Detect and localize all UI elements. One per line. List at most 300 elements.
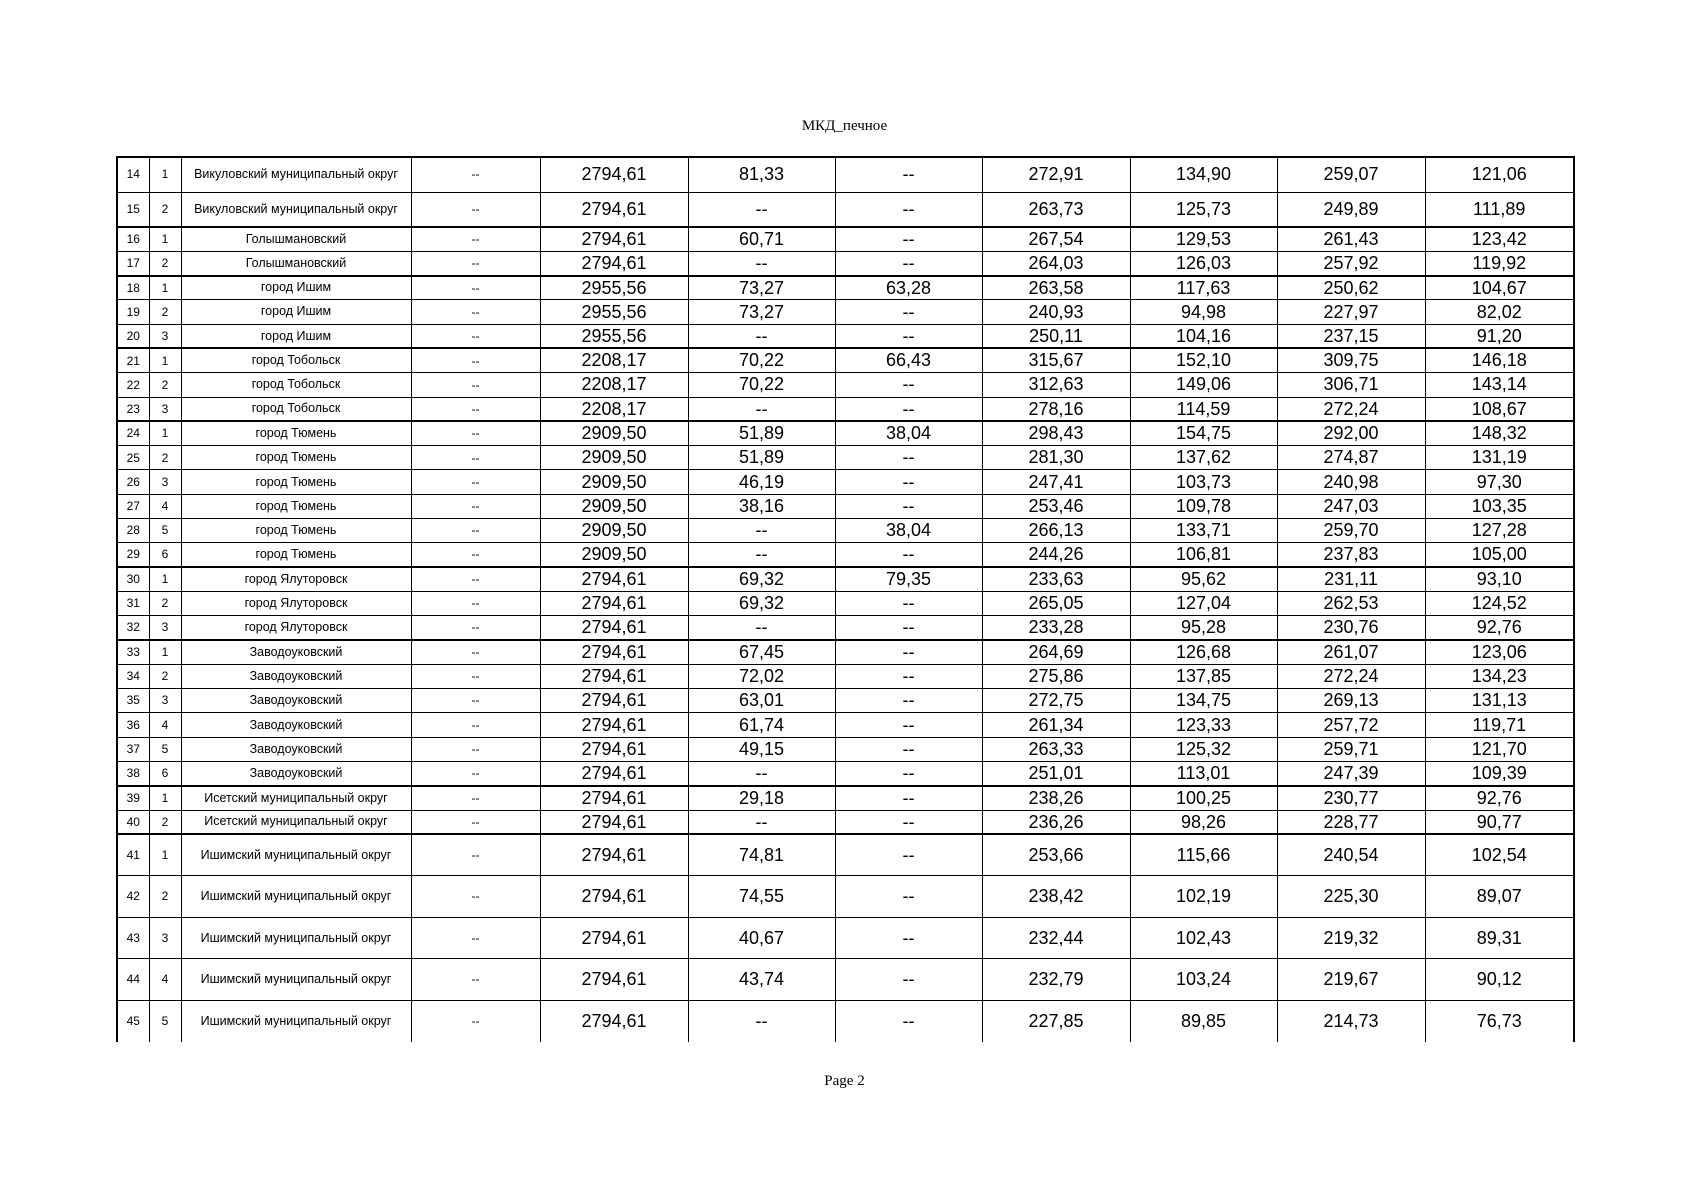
value-col-1: 2794,61 (540, 737, 688, 761)
value-col-5: 125,73 (1130, 192, 1277, 227)
value-col-2: 72,02 (688, 664, 835, 688)
value-col-5: 134,75 (1130, 689, 1277, 713)
value-col-5: 89,85 (1130, 1000, 1277, 1042)
dash-col: -- (411, 543, 540, 567)
district-name: город Ишим (181, 300, 411, 324)
dash-col: -- (411, 494, 540, 518)
value-col-2: 63,01 (688, 689, 835, 713)
value-col-7: 90,77 (1425, 810, 1574, 834)
value-col-5: 103,73 (1130, 470, 1277, 494)
value-col-4: 278,16 (982, 397, 1130, 421)
tariff-table (116, 156, 1575, 1042)
value-col-2: -- (688, 397, 835, 421)
value-col-3: -- (835, 616, 982, 640)
value-col-2: 70,22 (688, 348, 835, 372)
value-col-5: 117,63 (1130, 276, 1277, 300)
value-col-2: 60,71 (688, 227, 835, 251)
value-col-2: -- (688, 616, 835, 640)
sub-number: 4 (149, 494, 181, 518)
value-col-1: 2909,50 (540, 446, 688, 470)
dash-col: -- (411, 762, 540, 786)
district-name: Ишимский муниципальный округ (181, 1000, 411, 1042)
value-col-2: 81,33 (688, 157, 835, 192)
district-name: город Ялуторовск (181, 567, 411, 591)
value-col-3: -- (835, 834, 982, 876)
value-col-2: -- (688, 762, 835, 786)
dash-col: -- (411, 810, 540, 834)
value-col-6: 219,67 (1277, 959, 1425, 1001)
table-row (117, 543, 1574, 567)
value-col-5: 152,10 (1130, 348, 1277, 372)
value-col-6: 237,15 (1277, 324, 1425, 348)
dash-col: -- (411, 397, 540, 421)
value-col-1: 2909,50 (540, 421, 688, 445)
sub-number: 2 (149, 251, 181, 275)
value-col-7: 123,06 (1425, 640, 1574, 664)
row-number: 41 (117, 834, 149, 876)
value-col-1: 2208,17 (540, 373, 688, 397)
value-col-1: 2794,61 (540, 640, 688, 664)
value-col-5: 98,26 (1130, 810, 1277, 834)
value-col-2: -- (688, 251, 835, 275)
sub-number: 1 (149, 786, 181, 810)
sub-number: 3 (149, 616, 181, 640)
value-col-2: 49,15 (688, 737, 835, 761)
district-name: Голышмановский (181, 227, 411, 251)
value-col-3: -- (835, 300, 982, 324)
value-col-4: 232,79 (982, 959, 1130, 1001)
value-col-5: 94,98 (1130, 300, 1277, 324)
sub-number: 3 (149, 397, 181, 421)
dash-col: -- (411, 446, 540, 470)
value-col-7: 97,30 (1425, 470, 1574, 494)
table-row (117, 348, 1574, 372)
value-col-3: -- (835, 737, 982, 761)
value-col-1: 2794,61 (540, 786, 688, 810)
value-col-6: 227,97 (1277, 300, 1425, 324)
row-number: 25 (117, 446, 149, 470)
district-name: Викуловский муниципальный округ (181, 157, 411, 192)
dash-col: -- (411, 616, 540, 640)
district-name: город Ялуторовск (181, 616, 411, 640)
value-col-4: 275,86 (982, 664, 1130, 688)
value-col-4: 250,11 (982, 324, 1130, 348)
value-col-1: 2955,56 (540, 300, 688, 324)
value-col-5: 123,33 (1130, 713, 1277, 737)
value-col-1: 2794,61 (540, 157, 688, 192)
dash-col: -- (411, 786, 540, 810)
value-col-7: 82,02 (1425, 300, 1574, 324)
value-col-6: 262,53 (1277, 591, 1425, 615)
value-col-5: 129,53 (1130, 227, 1277, 251)
value-col-2: 73,27 (688, 276, 835, 300)
value-col-5: 127,04 (1130, 591, 1277, 615)
value-col-5: 149,06 (1130, 373, 1277, 397)
value-col-6: 240,98 (1277, 470, 1425, 494)
value-col-4: 236,26 (982, 810, 1130, 834)
dash-col: -- (411, 421, 540, 445)
row-number: 37 (117, 737, 149, 761)
value-col-7: 102,54 (1425, 834, 1574, 876)
value-col-6: 272,24 (1277, 664, 1425, 688)
value-col-7: 91,20 (1425, 324, 1574, 348)
sub-number: 2 (149, 876, 181, 918)
row-number: 35 (117, 689, 149, 713)
value-col-7: 103,35 (1425, 494, 1574, 518)
value-col-2: 67,45 (688, 640, 835, 664)
table-row (117, 470, 1574, 494)
value-col-7: 92,76 (1425, 616, 1574, 640)
value-col-4: 315,67 (982, 348, 1130, 372)
district-name: Заводоуковский (181, 762, 411, 786)
sub-number: 1 (149, 640, 181, 664)
value-col-7: 121,06 (1425, 157, 1574, 192)
sub-number: 3 (149, 917, 181, 959)
value-col-2: 29,18 (688, 786, 835, 810)
table-row (117, 519, 1574, 543)
dash-col: -- (411, 470, 540, 494)
value-col-6: 259,71 (1277, 737, 1425, 761)
sub-number: 5 (149, 519, 181, 543)
page-footer: Page 2 (824, 1073, 865, 1089)
value-col-3: 79,35 (835, 567, 982, 591)
dash-col: -- (411, 227, 540, 251)
value-col-3: -- (835, 543, 982, 567)
value-col-5: 137,85 (1130, 664, 1277, 688)
value-col-1: 2909,50 (540, 470, 688, 494)
district-name: город Ялуторовск (181, 591, 411, 615)
value-col-1: 2208,17 (540, 348, 688, 372)
value-col-2: 73,27 (688, 300, 835, 324)
dash-col: -- (411, 689, 540, 713)
dash-col: -- (411, 1000, 540, 1042)
value-col-5: 106,81 (1130, 543, 1277, 567)
dash-col: -- (411, 251, 540, 275)
value-col-6: 257,92 (1277, 251, 1425, 275)
table-row (117, 324, 1574, 348)
sub-number: 2 (149, 373, 181, 397)
district-name: Исетский муниципальный округ (181, 786, 411, 810)
table-row (117, 762, 1574, 786)
table-row (117, 616, 1574, 640)
table-row (117, 917, 1574, 959)
value-col-3: 38,04 (835, 519, 982, 543)
district-name: город Тюмень (181, 519, 411, 543)
table-row (117, 227, 1574, 251)
value-col-4: 263,58 (982, 276, 1130, 300)
value-col-4: 265,05 (982, 591, 1130, 615)
value-col-4: 251,01 (982, 762, 1130, 786)
value-col-1: 2794,61 (540, 876, 688, 918)
value-col-3: -- (835, 810, 982, 834)
value-col-5: 103,24 (1130, 959, 1277, 1001)
sub-number: 6 (149, 543, 181, 567)
table-row (117, 373, 1574, 397)
value-col-2: -- (688, 519, 835, 543)
value-col-3: -- (835, 762, 982, 786)
value-col-6: 250,62 (1277, 276, 1425, 300)
row-number: 33 (117, 640, 149, 664)
value-col-7: 134,23 (1425, 664, 1574, 688)
table-body (117, 157, 1574, 1042)
value-col-4: 233,63 (982, 567, 1130, 591)
value-col-6: 230,77 (1277, 786, 1425, 810)
row-number: 45 (117, 1000, 149, 1042)
value-col-6: 228,77 (1277, 810, 1425, 834)
district-name: Заводоуковский (181, 664, 411, 688)
value-col-7: 119,92 (1425, 251, 1574, 275)
value-col-6: 269,13 (1277, 689, 1425, 713)
table-row (117, 713, 1574, 737)
row-number: 29 (117, 543, 149, 567)
dash-col: -- (411, 300, 540, 324)
value-col-6: 261,07 (1277, 640, 1425, 664)
row-number: 38 (117, 762, 149, 786)
value-col-4: 253,66 (982, 834, 1130, 876)
value-col-1: 2955,56 (540, 276, 688, 300)
row-number: 42 (117, 876, 149, 918)
value-col-5: 102,43 (1130, 917, 1277, 959)
value-col-6: 306,71 (1277, 373, 1425, 397)
row-number: 40 (117, 810, 149, 834)
value-col-3: 63,28 (835, 276, 982, 300)
district-name: Заводоуковский (181, 737, 411, 761)
value-col-3: -- (835, 876, 982, 918)
row-number: 19 (117, 300, 149, 324)
value-col-3: -- (835, 373, 982, 397)
value-col-2: 69,32 (688, 591, 835, 615)
dash-col: -- (411, 348, 540, 372)
value-col-6: 240,54 (1277, 834, 1425, 876)
value-col-5: 134,90 (1130, 157, 1277, 192)
sub-number: 2 (149, 810, 181, 834)
value-col-3: -- (835, 446, 982, 470)
value-col-4: 238,26 (982, 786, 1130, 810)
dash-col: -- (411, 157, 540, 192)
value-col-7: 143,14 (1425, 373, 1574, 397)
value-col-2: -- (688, 192, 835, 227)
value-col-3: -- (835, 591, 982, 615)
value-col-1: 2909,50 (540, 494, 688, 518)
sub-number: 4 (149, 959, 181, 1001)
value-col-7: 148,32 (1425, 421, 1574, 445)
dash-col: -- (411, 917, 540, 959)
dash-col: -- (411, 324, 540, 348)
value-col-3: -- (835, 640, 982, 664)
value-col-2: 69,32 (688, 567, 835, 591)
district-name: Заводоуковский (181, 689, 411, 713)
value-col-4: 263,33 (982, 737, 1130, 761)
value-col-1: 2794,61 (540, 227, 688, 251)
row-number: 28 (117, 519, 149, 543)
table-row (117, 421, 1574, 445)
table-row (117, 446, 1574, 470)
value-col-1: 2794,61 (540, 616, 688, 640)
table-row (117, 737, 1574, 761)
value-col-1: 2794,61 (540, 834, 688, 876)
sub-number: 2 (149, 300, 181, 324)
value-col-4: 240,93 (982, 300, 1130, 324)
table-row (117, 591, 1574, 615)
value-col-5: 95,62 (1130, 567, 1277, 591)
table-row (117, 192, 1574, 227)
value-col-1: 2794,61 (540, 959, 688, 1001)
sub-number: 1 (149, 567, 181, 591)
value-col-1: 2794,61 (540, 664, 688, 688)
value-col-1: 2955,56 (540, 324, 688, 348)
sub-number: 1 (149, 348, 181, 372)
district-name: город Тобольск (181, 397, 411, 421)
row-number: 14 (117, 157, 149, 192)
table-row (117, 251, 1574, 275)
value-col-5: 125,32 (1130, 737, 1277, 761)
value-col-7: 76,73 (1425, 1000, 1574, 1042)
district-name: город Тюмень (181, 446, 411, 470)
value-col-1: 2794,61 (540, 591, 688, 615)
value-col-6: 309,75 (1277, 348, 1425, 372)
value-col-7: 93,10 (1425, 567, 1574, 591)
value-col-1: 2794,61 (540, 689, 688, 713)
value-col-4: 263,73 (982, 192, 1130, 227)
value-col-3: -- (835, 689, 982, 713)
value-col-5: 154,75 (1130, 421, 1277, 445)
dash-col: -- (411, 737, 540, 761)
district-name: город Тюмень (181, 470, 411, 494)
row-number: 31 (117, 591, 149, 615)
dash-col: -- (411, 834, 540, 876)
value-col-7: 123,42 (1425, 227, 1574, 251)
district-name: город Тобольск (181, 348, 411, 372)
value-col-2: 51,89 (688, 446, 835, 470)
value-col-5: 113,01 (1130, 762, 1277, 786)
value-col-6: 219,32 (1277, 917, 1425, 959)
district-name: Заводоуковский (181, 713, 411, 737)
sub-number: 2 (149, 591, 181, 615)
sub-number: 2 (149, 664, 181, 688)
table-row (117, 494, 1574, 518)
dash-col: -- (411, 373, 540, 397)
sub-number: 1 (149, 227, 181, 251)
sub-number: 3 (149, 470, 181, 494)
value-col-2: 51,89 (688, 421, 835, 445)
value-col-6: 274,87 (1277, 446, 1425, 470)
dash-col: -- (411, 276, 540, 300)
dash-col: -- (411, 591, 540, 615)
value-col-6: 272,24 (1277, 397, 1425, 421)
value-col-6: 249,89 (1277, 192, 1425, 227)
row-number: 20 (117, 324, 149, 348)
row-number: 32 (117, 616, 149, 640)
value-col-6: 214,73 (1277, 1000, 1425, 1042)
value-col-4: 238,42 (982, 876, 1130, 918)
value-col-2: -- (688, 1000, 835, 1042)
district-name: Ишимский муниципальный округ (181, 876, 411, 918)
value-col-4: 272,91 (982, 157, 1130, 192)
value-col-7: 104,67 (1425, 276, 1574, 300)
value-col-3: -- (835, 157, 982, 192)
value-col-7: 92,76 (1425, 786, 1574, 810)
value-col-3: -- (835, 917, 982, 959)
dash-col: -- (411, 713, 540, 737)
sub-number: 5 (149, 1000, 181, 1042)
value-col-7: 111,89 (1425, 192, 1574, 227)
value-col-7: 89,31 (1425, 917, 1574, 959)
district-name: Викуловский муниципальный округ (181, 192, 411, 227)
value-col-7: 119,71 (1425, 713, 1574, 737)
value-col-7: 127,28 (1425, 519, 1574, 543)
value-col-2: -- (688, 543, 835, 567)
dash-col: -- (411, 959, 540, 1001)
value-col-1: 2909,50 (540, 543, 688, 567)
value-col-4: 281,30 (982, 446, 1130, 470)
value-col-1: 2208,17 (540, 397, 688, 421)
value-col-2: 43,74 (688, 959, 835, 1001)
value-col-4: 247,41 (982, 470, 1130, 494)
value-col-7: 90,12 (1425, 959, 1574, 1001)
value-col-4: 232,44 (982, 917, 1130, 959)
value-col-3: -- (835, 251, 982, 275)
value-col-5: 95,28 (1130, 616, 1277, 640)
value-col-3: -- (835, 192, 982, 227)
value-col-5: 126,03 (1130, 251, 1277, 275)
dash-col: -- (411, 664, 540, 688)
row-number: 24 (117, 421, 149, 445)
value-col-4: 227,85 (982, 1000, 1130, 1042)
value-col-5: 104,16 (1130, 324, 1277, 348)
value-col-1: 2794,61 (540, 762, 688, 786)
value-col-4: 244,26 (982, 543, 1130, 567)
sub-number: 6 (149, 762, 181, 786)
value-col-7: 131,13 (1425, 689, 1574, 713)
value-col-4: 233,28 (982, 616, 1130, 640)
value-col-6: 237,83 (1277, 543, 1425, 567)
value-col-7: 105,00 (1425, 543, 1574, 567)
table-row (117, 1000, 1574, 1042)
value-col-7: 89,07 (1425, 876, 1574, 918)
value-col-3: -- (835, 959, 982, 1001)
dash-col: -- (411, 192, 540, 227)
row-number: 26 (117, 470, 149, 494)
table-row (117, 276, 1574, 300)
value-col-6: 292,00 (1277, 421, 1425, 445)
district-name: город Тюмень (181, 543, 411, 567)
value-col-5: 114,59 (1130, 397, 1277, 421)
value-col-1: 2794,61 (540, 1000, 688, 1042)
value-col-7: 146,18 (1425, 348, 1574, 372)
table-row (117, 959, 1574, 1001)
row-number: 39 (117, 786, 149, 810)
value-col-3: -- (835, 470, 982, 494)
district-name: город Тюмень (181, 421, 411, 445)
value-col-3: -- (835, 324, 982, 348)
district-name: Заводоуковский (181, 640, 411, 664)
district-name: город Ишим (181, 324, 411, 348)
value-col-6: 247,39 (1277, 762, 1425, 786)
table-row (117, 397, 1574, 421)
value-col-1: 2794,61 (540, 192, 688, 227)
value-col-1: 2794,61 (540, 251, 688, 275)
row-number: 17 (117, 251, 149, 275)
row-number: 16 (117, 227, 149, 251)
table-row (117, 640, 1574, 664)
value-col-3: 38,04 (835, 421, 982, 445)
row-number: 18 (117, 276, 149, 300)
value-col-5: 126,68 (1130, 640, 1277, 664)
dash-col: -- (411, 640, 540, 664)
row-number: 23 (117, 397, 149, 421)
table-row (117, 834, 1574, 876)
value-col-4: 267,54 (982, 227, 1130, 251)
